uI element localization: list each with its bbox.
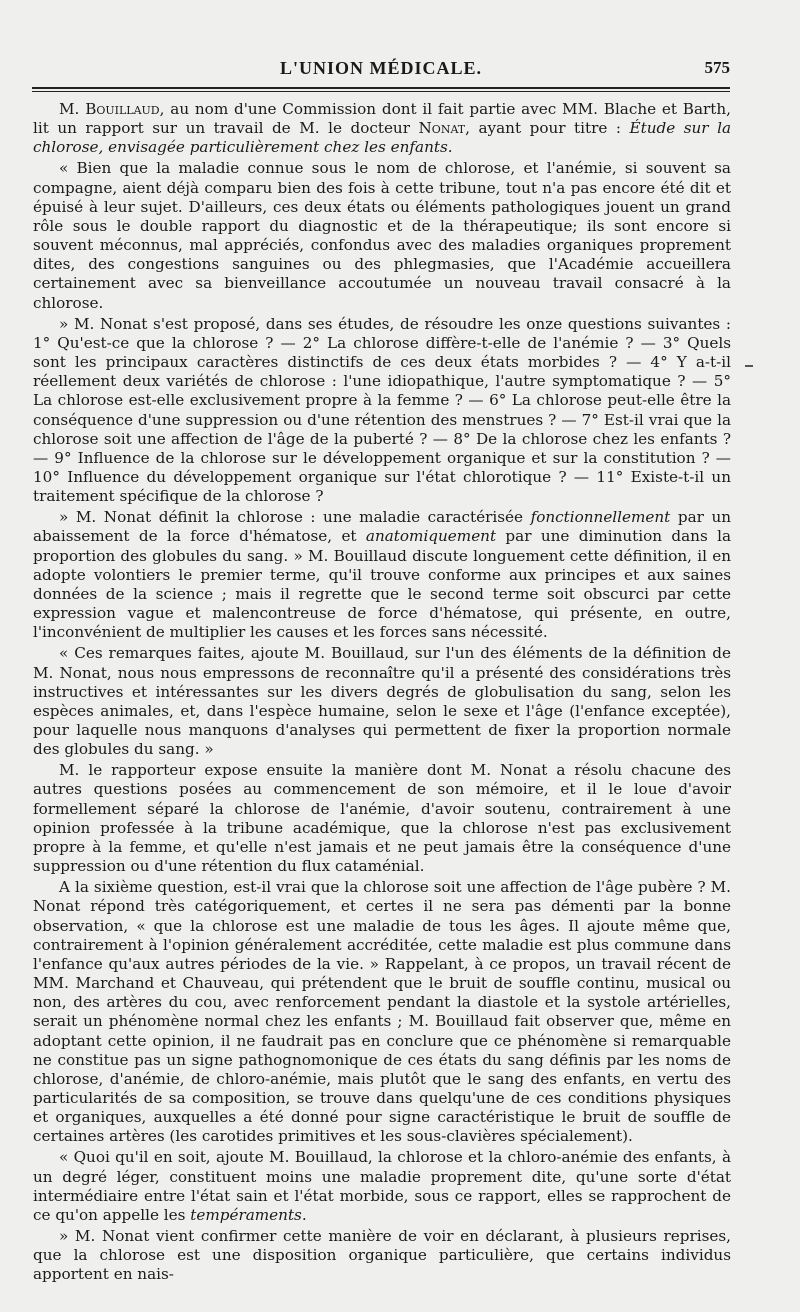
paragraph <box>33 159 731 312</box>
paragraph <box>33 761 731 876</box>
paragraph <box>33 315 731 507</box>
small-caps-name: Bouillaud <box>85 100 160 118</box>
paragraph <box>33 1148 731 1225</box>
text-run: M. le rapporteur expose ensuite la manière dont M. Nonat a résolu chacune des autres questions posées au commencement de son mémoire, et il le loue d'avoir formellement séparé la chlorose de l'anémie, d'avoir soutenu, contrairement à une opinion professée à la tribune académique, que la chlorose n'est pas exclusivement propre à la femme, et qu'elle n'est jamais et ne peut jamais être la conséquence d'une suppression ou d'une rétention du flux cataménial. <box>33 761 731 876</box>
paragraph <box>33 508 731 642</box>
text-run: A la sixième question, est-il vrai que la chlorose soit une affection de l'âge pubère ? M. Nonat répond très catégoriquement, et certes il ne sera pas démenti par la bonne observation, « que la chlorose est une maladie de tous les âges. Il ajoute même que, contrairement à l'opinion généralement accréditée, cette maladie est plus commune dans l'enfance qu'aux autres périodes de la vie. » Rappelant, à ce propos, un travail récent de MM. Marchand et Chauveau, qui prétendent que le bruit de souffle continu, musical ou non, des artères du cou, avec renforcement pendant la diastole et la systole artérielles, serait un phénomène normal chez les enfants ; M. Bouillaud fait observer que, même en adoptant cette opinion, il ne faudrait pas en conclure que ce phénomène si remarquable ne constitue pas un signe pathognomonique de ces états du sang définis par les noms de chlorose, d'anémie, de chloro-anémie, mais plutôt que le sang des enfants, en vertu des particularités de sa composition, se trouve dans quelqu'une de ces conditions physiques et organiques, auxquelles a été donné pour signe caractéristique le bruit de souffle de certaines artères (les carotides primitives et les sous-clavières spécialement). <box>33 878 731 1146</box>
header-rule-thin <box>32 91 730 92</box>
text-run: . <box>301 1205 307 1224</box>
running-title: L'UNION MÉDICALE. <box>279 58 483 78</box>
page-number: 575 <box>704 58 730 77</box>
italic-text: tempéraments <box>190 1205 302 1224</box>
text-run: « Quoi qu'il en soit, ajoute M. Bouillaud, la chlorose et la chloro-anémie des enfants, à un degré léger, constituent moins une maladie proprement dite, qu'une sorte d'état intermédiaire entre l'état sain et l'état morbide, sous ce rapport, elles se rapprochent de ce qu'on appelle les <box>33 1148 731 1224</box>
text-run: M. <box>59 100 86 118</box>
page-header <box>32 52 730 86</box>
text-run: » M. Nonat vient confirmer cette manière de voir en déclarant, à plusieurs reprises, que la chlorose est une disposition organique particulière, que certains individus apportent en nais- <box>33 1227 731 1284</box>
header-rule-thick <box>32 87 730 89</box>
paragraph <box>33 100 731 157</box>
text-run: par un abaissement de la force d'hématose, et <box>33 508 732 546</box>
text-run: » M. Nonat s'est proposé, dans ses études, de résoudre les onze questions suivantes : 1° Qu'est-ce que la chlorose ? — 2° La chlorose diffère-t-elle de l'anémie ? — 3° Quels sont les principaux caractères distinctifs de ces deux états morbides ? — 4° Y a-t-il réellement deux variétés de chlorose : l'une idiopathique, l'autre symptomatique ? — 5° La chlorose est-elle exclusivement propre à la femme ? — 6° La chlorose peut-elle être la conséquence d'une suppression ou d'une rétention des menstrues ? — 7° Est-il vrai que la chlorose soit une affection de l'âge de la puberté ? — 8° De la chlorose chez les enfants ? — 9° Influence de la chlorose sur le développement organique et sur la constitution ? — 10° Influence du développement organique sur l'état chlorotique ? — 11° Existe-t-il un traitement spécifique de la chlorose ? <box>33 314 731 506</box>
text-run: , ayant pour titre : <box>465 119 630 138</box>
text-run: , au nom d'une Commission dont il fait partie avec MM. Blache et Barth, lit un rapport sur un travail de M. le docteur <box>33 100 731 138</box>
text-run: « Ces remarques faites, ajoute M. Bouillaud, sur l'un des éléments de la définition de M. Nonat, nous nous empressons de reconnaître qu'il a présenté des considérations très instructives et intéressantes sur les divers degrés de globulisation du sang, selon les espèces animales, et, dans l'espèce humaine, selon le sexe et l'âge (l'enfance exceptée), pour laquelle nous manquons d'analyses qui permettent de fixer la proportion normale des globules du sang. » <box>33 644 731 759</box>
article-body <box>33 100 731 1285</box>
italic-text: Étude sur la chlorose, envisagée particulièrement chez les enfants. <box>33 119 731 157</box>
text-run: par une diminution dans la proportion des globules du sang. » M. Bouillaud discute longuement cette définition, il en adopte volontiers le premier terme, qu'il trouve conforme aux principes et aux saines données de la science ; mais il regrette que le second terme soit obscurci par cette expression vague et malencontreuse de force d'hématose, qui présente, en outre, l'inconvénient de multiplier les causes et les forces sans nécessité. <box>33 527 732 642</box>
paragraph <box>33 644 731 759</box>
italic-text: fonctionnellement <box>530 508 671 527</box>
text-run: « Bien que la maladie connue sous le nom de chlorose, et l'anémie, si souvent sa compagne, aient déjà comparu bien des fois à cette tribune, tout n'a pas encore été dit et épuisé à leur sujet. D'ailleurs, ces deux états ou éléments pathologiques jouent un grand rôle sous le double rapport du diagnostic et de la thérapeutique; ils sont encore si souvent méconnus, mal appréciés, confondus avec des maladies organiques proprement dites, des congestions sanguines ou des phlegmasies, que l'Académie accueillera certainement avec sa bienveillance accoutumée un nouveau travail consacré à la chlorose. <box>33 159 731 312</box>
paragraph <box>33 878 731 1146</box>
margin-mark <box>745 365 753 367</box>
paragraph <box>33 1227 731 1284</box>
italic-text: anatomiquement <box>365 527 497 546</box>
small-caps-name: Nonat <box>418 119 466 138</box>
text-run: » M. Nonat définit la chlorose : une maladie caractérisée <box>59 508 531 527</box>
